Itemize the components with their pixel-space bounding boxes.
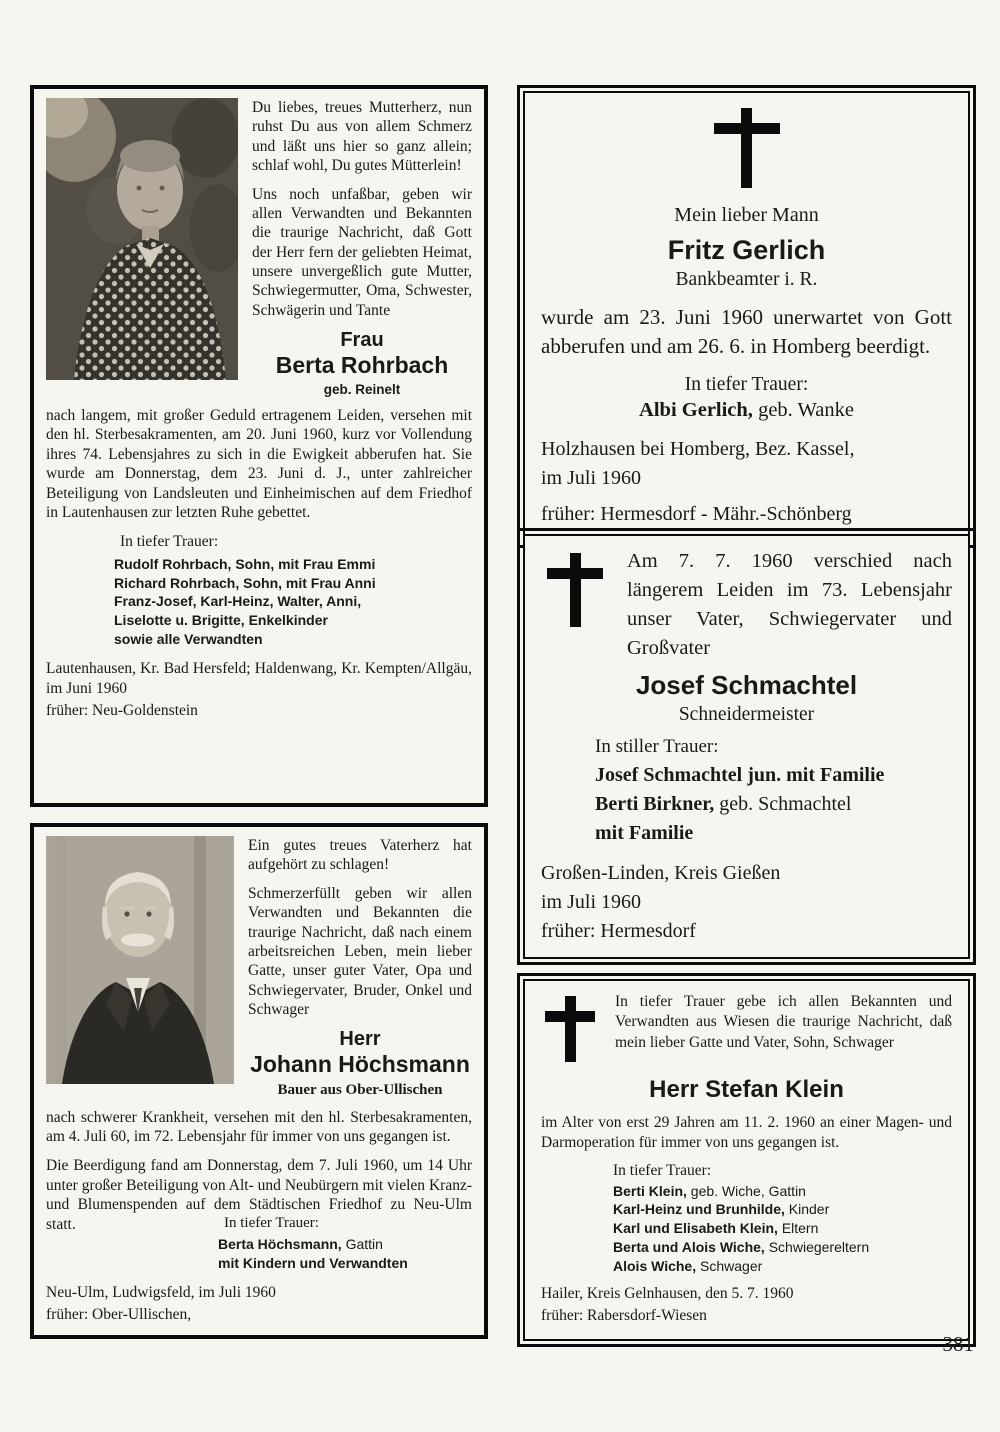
mourner-name: Albi Gerlich, xyxy=(639,398,753,421)
mourner-line: Liselotte u. Brigitte, Enkelkinder xyxy=(114,612,328,629)
portrait-photo-elderly-woman xyxy=(46,98,238,380)
mourner-relation: geb. Wanke xyxy=(758,398,854,421)
deceased-name: Johann Höchsmann xyxy=(250,1051,470,1078)
deceased-name-block xyxy=(252,329,472,397)
head-text-column xyxy=(252,98,472,397)
place-date-line: Neu-Ulm, Ludwigsfeld, im Juli 1960 xyxy=(46,1283,276,1301)
mourner-line xyxy=(613,1200,952,1219)
mourner-name: Berti Birkner, xyxy=(595,793,715,816)
mourning-label: In stiller Trauer: xyxy=(595,736,719,758)
death-announcement: Uns noch unfaßbar, geben wir allen Verwandten und Bekannten die traurige Nachricht, daß Gott der Herr fern der geliebten Heimat, unsere unvergeßlich gute Mutter, Schwiegermutter, Oma, Schwester, Schwägerin und Tante xyxy=(252,185,472,319)
former-residence: früher: Neu-Goldenstein xyxy=(46,701,198,719)
mourner-line xyxy=(613,1257,952,1276)
mourner-name: mit Familie xyxy=(595,822,694,845)
head-text-column xyxy=(248,836,472,1099)
honorific: Frau xyxy=(340,329,384,352)
cross-icon xyxy=(547,553,603,627)
mourner-name: Berta Höchsmann, xyxy=(218,1236,342,1253)
obituary-body: wurde am 23. Juni 1960 unerwartet von Gott abberufen und am 26. 6. in Homberg beerdigt. xyxy=(541,305,952,359)
death-announcement: Am 7. 7. 1960 verschied nach längerem Leiden im 73. Lebensjahr unser Vater, Schwiegervater und Großvater xyxy=(627,550,952,660)
mourner-name: Alois Wiche, xyxy=(613,1257,697,1274)
memorial-verse: Du liebes, treues Mutterherz, nun ruhst Du aus von allem Schmerz und läßt uns hier so ganz allein; schlaf wohl, Du gutes Mütterlein! xyxy=(252,99,472,175)
mourners-list xyxy=(218,1235,472,1273)
mourner-relation: geb. Wiche, Gattin xyxy=(690,1182,806,1199)
mourner-line: Franz-Josef, Karl-Heinz, Walter, Anni, xyxy=(114,593,362,610)
deceased-name: Fritz Gerlich xyxy=(667,235,826,265)
intro-block xyxy=(541,992,952,1068)
mourner-name: Karl-Heinz und Brunhilde, xyxy=(613,1201,785,1218)
mourner-line xyxy=(218,1254,472,1273)
mourners-list xyxy=(595,761,952,848)
obituary-notice-berta-rohrbach xyxy=(30,85,488,807)
mourner-relation: Gattin xyxy=(345,1236,383,1253)
deceased-name: Herr Stefan Klein xyxy=(649,1076,844,1103)
mourner-relation: Eltern xyxy=(781,1220,819,1236)
mourner-line xyxy=(613,1219,952,1238)
mourning-label: In tiefer Trauer: xyxy=(120,532,219,550)
obituary-notice-fritz-gerlich xyxy=(523,91,970,542)
obituary-body: im Alter von erst 29 Jahren am 11. 2. 1960 an einer Magen- und Darmoperation für immer von uns gegangen ist. xyxy=(541,1113,952,1152)
photo-text-row xyxy=(46,836,472,1099)
photo-text-row xyxy=(46,98,472,397)
maiden-name: geb. Reinelt xyxy=(323,381,401,397)
place-date-line2: im Juli 1960 xyxy=(541,466,642,489)
mourner-line: sowie alle Verwandten xyxy=(114,630,263,647)
mourner-name: Karl und Elisabeth Klein, xyxy=(613,1220,778,1236)
mourner-relation: Schwager xyxy=(700,1257,763,1274)
profession-line: Bankbeamter i. R. xyxy=(675,269,818,291)
mourner-line xyxy=(595,819,952,848)
mourning-label: In tiefer Trauer: xyxy=(613,1161,712,1179)
former-residence: früher: Rabersdorf-Wiesen xyxy=(541,1307,707,1325)
place-date-line: Großen-Linden, Kreis Gießen xyxy=(541,862,781,885)
place-date-line: Holzhausen bei Homberg, Bez. Kassel, xyxy=(541,437,855,460)
mourners-list xyxy=(613,1182,952,1276)
obituary-notice-stefan-klein xyxy=(523,979,970,1341)
deceased-name: Berta Rohrbach xyxy=(275,352,449,379)
former-residence: früher: Hermesdorf xyxy=(541,920,696,943)
obituary-notice-johann-hoechsmann xyxy=(30,823,488,1339)
place-date-line2: im Juli 1960 xyxy=(541,891,642,914)
profession-line: Bauer aus Ober-Ullischen xyxy=(277,1081,443,1098)
mourning-label: In tiefer Trauer: xyxy=(224,1215,319,1232)
obituary-body: nach schwerer Krankheit, versehen mit den hl. Sterbesakramenten, am 4. Juli 60, im 72. Lebensjahr für immer von uns gegangen ist. xyxy=(46,1108,472,1146)
deceased-name: Josef Schmachtel xyxy=(635,670,858,701)
deceased-name-block xyxy=(248,1028,472,1099)
mourner-line xyxy=(218,1235,472,1254)
place-date-line: Lautenhausen, Kr. Bad Hersfeld; Haldenwang, Kr. Kempten/Allgäu, im Juni 1960 xyxy=(46,659,472,697)
mourner-name: Berti Klein, xyxy=(613,1182,687,1199)
page-number: 381 xyxy=(942,1332,974,1356)
portrait-photo-elderly-man xyxy=(46,836,234,1084)
mourner-line xyxy=(595,790,952,819)
death-announcement: In tiefer Trauer gebe ich allen Bekannten und Verwandten aus Wiesen die traurige Nachricht, daß mein lieber Gatte und Vater, Sohn, Schwager xyxy=(615,993,952,1051)
obituary-body: nach langem, mit großer Geduld ertragenem Leiden, versehen mit den hl. Sterbesakramenten, am 20. Juni 1960, kurz vor Vollendung ihres 74. Lebensjahres zu sich in die Ewigkeit abberufen hat. Sie wurde am Donnerstag, dem 23. Juni d. J., unter zahlreicher Beteiligung von Landsleuten und Einheimischen auf dem Friedhof in Lautenhausen zur letzten Ruhe gebettet. xyxy=(46,406,472,522)
mourner-line: Rudolf Rohrbach, Sohn, mit Frau Emmi xyxy=(114,555,376,572)
mourner-relation: Kinder xyxy=(788,1201,830,1218)
mourner-name: mit Kindern und Verwandten xyxy=(218,1254,408,1271)
funeral-details: Die Beerdigung fand am Donnerstag, dem 7. Juli 1960, um 14 Uhr unter großer Beteiligung von Alt- und Neubürgern mit vielen Kranz- und Blumenspenden auf dem Städtischen Friedhof zu Neu-Ulm statt. xyxy=(46,1157,472,1233)
cross-icon xyxy=(714,108,780,188)
former-residence: früher: Ober-Ullischen, xyxy=(46,1305,192,1323)
mourning-block xyxy=(218,1215,472,1273)
mourner-line xyxy=(595,761,952,790)
mourners-list xyxy=(114,555,472,649)
mourner-line: Richard Rohrbach, Sohn, mit Frau Anni xyxy=(114,574,376,591)
honorific: Herr xyxy=(339,1028,381,1051)
mourner-line xyxy=(613,1182,952,1201)
mourner-name: Berta und Alois Wiche, xyxy=(613,1238,765,1255)
former-residence: früher: Hermesdorf - Mähr.-Schönberg xyxy=(541,502,852,525)
salutation: Mein lieber Mann xyxy=(674,204,819,226)
profession-line: Schneidermeister xyxy=(678,704,815,726)
cross-icon xyxy=(545,996,595,1062)
mourner-name: Josef Schmachtel jun. mit Familie xyxy=(595,764,885,787)
mourner-relation: Schwiegereltern xyxy=(768,1238,870,1255)
place-date-line: Hailer, Kreis Gelnhausen, den 5. 7. 1960 xyxy=(541,1285,794,1303)
mourning-label: In tiefer Trauer: xyxy=(684,373,809,395)
intro-block xyxy=(541,547,952,663)
memorial-verse: Ein gutes treues Vaterherz hat aufgehört zu schlagen! xyxy=(248,837,472,874)
mourner-line xyxy=(541,399,952,422)
mourner-line xyxy=(613,1238,952,1257)
mourner-relation: geb. Schmachtel xyxy=(719,793,852,816)
death-announcement: Schmerzerfüllt geben wir allen Verwandten und Bekannten die traurige Nachricht, daß nach einem arbeitsreichen Leben, mein lieber Gatte, unser guter Vater, Opa und Schwiegervater, Bruder, Onkel und Schwager xyxy=(248,884,472,1018)
obituary-notice-josef-schmachtel xyxy=(523,534,970,959)
